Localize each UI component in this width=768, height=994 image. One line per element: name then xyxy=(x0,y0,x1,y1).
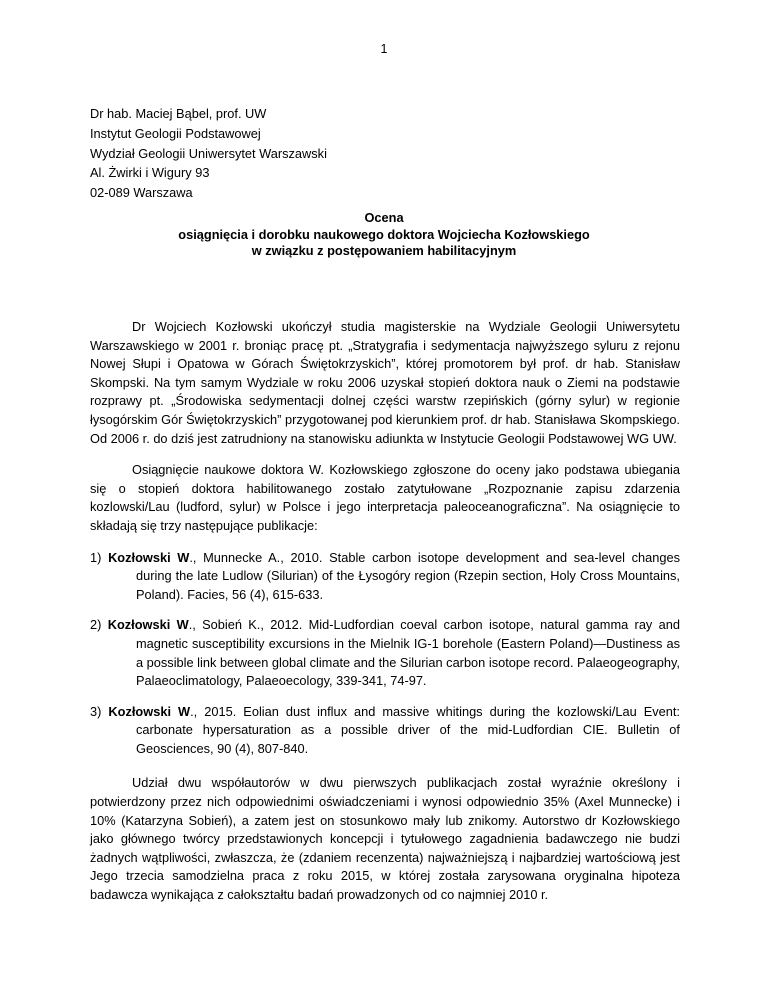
document-body xyxy=(90,318,680,918)
publication-list xyxy=(90,549,680,759)
paragraph-career: Dr Wojciech Kozłowski ukończył studia magisterskie na Wydziale Geologii Uniwersytetu Warszawskiego w 2001 r. broniąc pracę pt. „Stratygrafia i sedymentacja najwyższego syluru z rejonu Nowej Słupi i Opatowa w Górach Świętokrzyskich”, której promotorem był prof. dr hab. Stanisław Skompski. Na tym samym Wydziale w roku 2006 uzyskał stopień doktora nauk o Ziemi na podstawie rozprawy pt. „Środowiska sedymentacji dolnej części warstw rzepińskich (górny sylur) w regionie łysogórskim Gór Świętokrzyskich” przygotowanej pod kierunkiem prof. dr hab. Stanisława Skompskiego. Od 2006 r. do dziś jest zatrudniony na stanowisku adiunkta w Instytucie Geologii Podstawowej WG UW. xyxy=(90,319,680,446)
sender-address xyxy=(90,104,327,203)
paragraph-achievement: Osiągnięcie naukowe doktora W. Kozłowskiego zgłoszone do oceny jako podstawa ubiegania się o stopień doktora habilitowanego zostało zatytułowane „Rozpoznanie zapisu zdarzenia kozlowski/Lau (ludford, sylur) w Polsce i jego interpretacja paleoceanograficzna”. Na osiągnięcie to składają się trzy następujące publikacje: xyxy=(90,462,680,533)
publication-item xyxy=(90,549,680,605)
address-line-street: Al. Żwirki i Wigury 93 xyxy=(90,165,210,181)
address-line-name: Dr hab. Maciej Bąbel, prof. UW xyxy=(90,106,267,121)
publication-author: Kozłowski W xyxy=(107,617,189,633)
publication-number: 3) xyxy=(90,703,102,719)
document-title xyxy=(90,210,678,260)
publication-number: 2) xyxy=(90,617,102,633)
title-line-2: osiągnięcia i dorobku naukowego doktora Wojciecha Kozłowskiego xyxy=(178,226,590,242)
title-line-3: w związku z postępowaniem habilitacyjnym xyxy=(251,243,517,258)
address-line-faculty: Wydział Geologii Uniwersytet Warszawski xyxy=(90,145,327,161)
publication-details: ., 2015. Eolian dust influx and massive whitings during the kozlowski/Lau Event: carbonate hypersaturation as a possible driver of the mid-Ludfordian CIE. Bulletin of Geosciences, 90 (4), 807-840. xyxy=(136,703,680,756)
publication-details: ., Sobień K., 2012. Mid-Ludfordian coeval carbon isotope, natural gamma ray and magnetic susceptibility excursions in the Mielnik IG-1 borehole (Eastern Poland)—Dustiness as a possible link between global climate and the Silurian carbon isotope record. Palaeogeography, Palaeoclimatology, Palaeoecology, 339-341, 74-97. xyxy=(136,617,680,689)
publication-item xyxy=(90,616,680,690)
address-line-city: 02-089 Warszawa xyxy=(90,185,193,201)
page-number: 1 xyxy=(380,42,388,56)
publication-author: Kozłowski W xyxy=(108,549,190,565)
paragraph-coauthorship: Udział dwu współautorów w dwu pierwszych publikacjach został wyraźnie określony i potwierdzony przez nich odpowiednimi oświadczeniami i wynosi odpowiednio 35% (Axel Munnecke) i 10% (Katarzyna Sobień), a zatem jest on stosunkowo mały lub znikomy. Autorstwo dr Kozłowskiego jako głównego twórcy przedstawionych koncepcji i tytułowego zagadnienia badawczego nie budzi żadnych wątpliwości, zwłaszcza, że (zdaniem recenzenta) najważniejszą i najbardziej wartościową jest Jego trzecia samodzielna praca z roku 2015, w której została zarysowana oryginalna hipoteza badawcza wynikająca z całokształtu badań prowadzonych od co najmniej 2010 r. xyxy=(90,775,680,903)
publication-number: 1) xyxy=(90,549,102,565)
publication-details: ., Munnecke A., 2010. Stable carbon isotope development and sea-level changes during the late Ludlow (Silurian) of the Łysogóry region (Rzepin section, Holy Cross Mountains, Poland). Facies, 56 (4), 615-633. xyxy=(136,549,680,602)
title-line-1: Ocena xyxy=(364,210,404,225)
publication-author: Kozłowski W xyxy=(108,703,191,719)
address-line-institute: Instytut Geologii Podstawowej xyxy=(90,125,261,141)
publication-item xyxy=(90,703,680,759)
